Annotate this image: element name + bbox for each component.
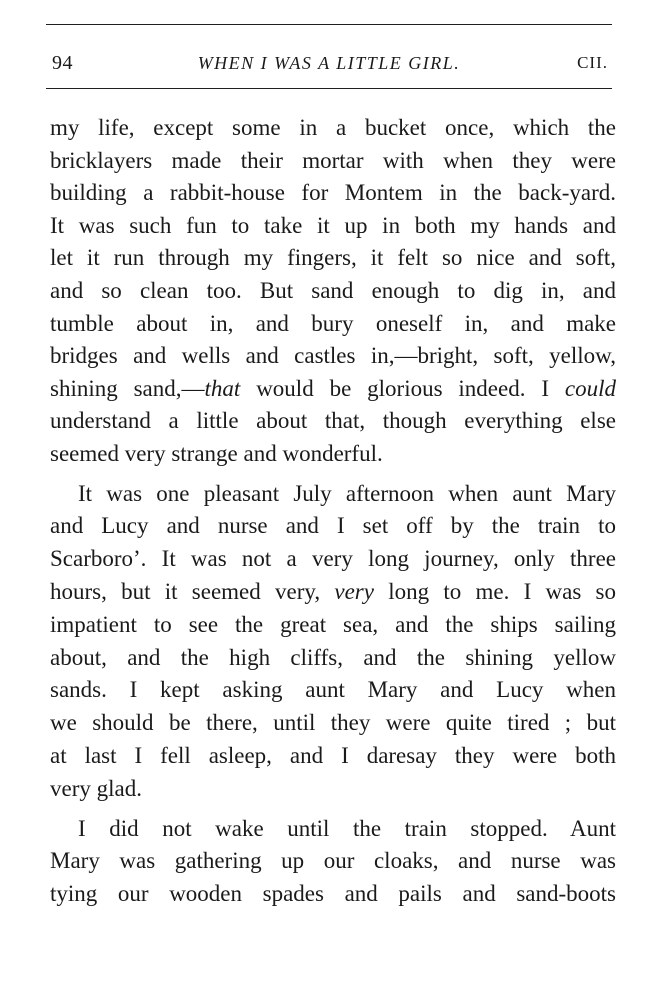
- text-line: [50, 177, 616, 210]
- text-span: would be glorious indeed. I: [240, 375, 565, 401]
- running-header: [46, 50, 612, 76]
- text-span: It was one pleasant July afternoon when aunt Mary: [78, 480, 616, 506]
- text-span: at last I fell asleep, and I daresay they were both: [50, 742, 616, 768]
- text-span: shining sand,—: [50, 375, 205, 401]
- text-line: [50, 674, 616, 707]
- text-span: building a rabbit-house for Montem in the back-yard.: [50, 180, 616, 206]
- text-span: Scarboro’. It was not a very long journey, only three: [50, 546, 616, 572]
- italic-text: that: [204, 375, 241, 401]
- italic-text: could: [564, 375, 617, 401]
- text-span: bridges and wells and castles in,—bright, soft, yellow,: [50, 343, 616, 369]
- text-span: and Lucy and nurse and I set off by the train to: [50, 513, 616, 539]
- text-line: [50, 707, 616, 740]
- text-span: long to me. I was so: [373, 578, 616, 604]
- text-span: tumble about in, and bury oneself in, and make: [50, 310, 616, 336]
- text-line: [50, 773, 616, 806]
- text-line: [50, 510, 616, 543]
- text-line: [50, 340, 616, 373]
- text-line: [50, 438, 616, 471]
- running-title: WHEN I WAS A LITTLE GIRL.: [197, 53, 461, 73]
- paragraph: [50, 478, 616, 806]
- text-span: let it run through my fingers, it felt so nice and soft,: [50, 245, 616, 271]
- text-span: It was such fun to take it up in both my hands and: [50, 212, 616, 238]
- text-span: my life, except some in a bucket once, which the: [50, 115, 616, 140]
- text-span: sands. I kept asking aunt Mary and Lucy when: [50, 677, 616, 703]
- header-bottom-rule: [46, 88, 612, 89]
- text-line: [50, 878, 616, 911]
- text-span: hours, but it seemed very,: [50, 578, 335, 604]
- text-line: [50, 609, 616, 642]
- text-span: I did not wake until the train stopped. Aunt: [78, 815, 616, 841]
- text-span: very glad.: [50, 775, 142, 801]
- text-line: [50, 642, 616, 675]
- chapter-label: CII.: [577, 53, 608, 72]
- text-line: [50, 845, 616, 878]
- text-line: [50, 543, 616, 576]
- text-line: [50, 576, 616, 609]
- text-span: impatient to see the great sea, and the ships sailing: [50, 611, 616, 637]
- text-span: tying our wooden spades and pails and sand-boots: [50, 880, 616, 906]
- text-span: understand a little about that, though everything else: [50, 408, 616, 434]
- text-line: [50, 275, 616, 308]
- text-span: bricklayers made their mortar with when they were: [50, 147, 616, 173]
- text-span: Mary was gathering up our cloaks, and nurse was: [50, 848, 616, 874]
- text-line: [50, 242, 616, 275]
- text-line: [50, 210, 616, 243]
- text-line: [50, 405, 616, 438]
- text-line: [50, 112, 616, 145]
- text-line: [50, 308, 616, 341]
- text-line: [50, 478, 616, 511]
- body-text: [50, 112, 616, 910]
- header-top-rule: [46, 24, 612, 25]
- page-number: 94: [52, 52, 73, 74]
- text-line: [50, 373, 616, 406]
- paragraph: [50, 813, 616, 911]
- text-line: [50, 145, 616, 178]
- text-line: [50, 740, 616, 773]
- text-span: we should be there, until they were quite tired ; but: [50, 710, 616, 736]
- paragraph: [50, 112, 616, 471]
- text-span: about, and the high cliffs, and the shining yellow: [50, 644, 616, 670]
- text-span: seemed very strange and wonderful.: [50, 440, 383, 466]
- text-line: [50, 813, 616, 846]
- text-span: and so clean too. But sand enough to dig in, and: [50, 277, 616, 303]
- italic-text: very: [334, 578, 374, 604]
